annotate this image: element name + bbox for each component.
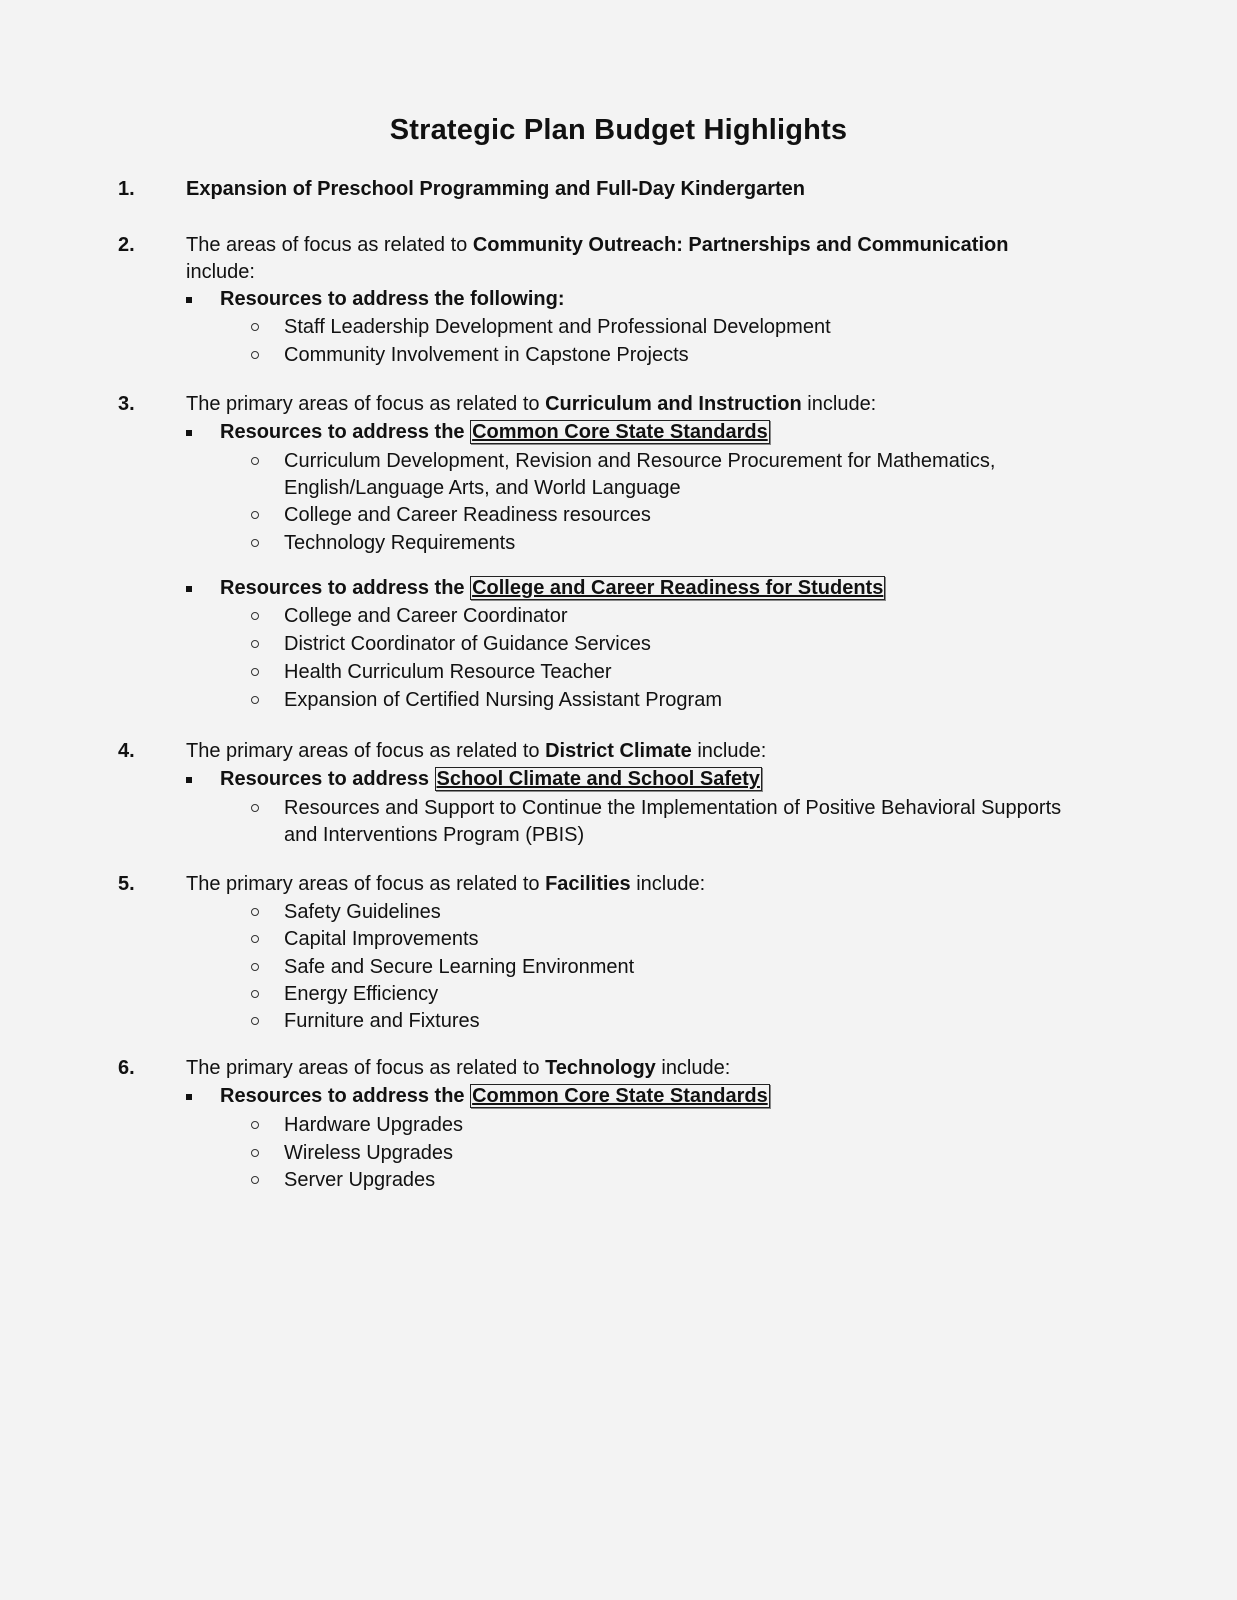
bullet-prefix: Resources to address the bbox=[220, 1085, 471, 1107]
circle-bullet-icon bbox=[251, 323, 259, 331]
intro-suffix: include: bbox=[186, 261, 255, 283]
square-bullet-icon bbox=[186, 586, 192, 592]
bullet-text bbox=[220, 419, 770, 446]
circle-bullet-icon bbox=[251, 1176, 259, 1184]
circle-bullet-icon bbox=[251, 696, 259, 704]
list-item-text: Curriculum Development, Revision and Resource Procurement for Mathematics, English/Language Arts, and World Language bbox=[284, 450, 996, 499]
bullet-text bbox=[220, 766, 762, 793]
circle-bullet-icon bbox=[251, 612, 259, 620]
bullet-text bbox=[220, 1083, 770, 1110]
square-bullet-icon bbox=[186, 1094, 192, 1100]
section-number: 5. bbox=[118, 873, 135, 895]
list-item-text: Furniture and Fixtures bbox=[284, 1010, 480, 1032]
intro-text: The primary areas of focus as related to bbox=[186, 740, 546, 762]
list-item-text: District Coordinator of Guidance Services bbox=[284, 633, 651, 655]
list-item-text: Safety Guidelines bbox=[284, 901, 441, 923]
bullet-text bbox=[220, 575, 885, 602]
section-number: 1. bbox=[118, 178, 135, 200]
circle-bullet-icon bbox=[251, 511, 259, 519]
circle-bullet-icon bbox=[251, 539, 259, 547]
list-item-text: Technology Requirements bbox=[284, 532, 516, 554]
square-bullet-icon bbox=[186, 430, 192, 436]
intro-suffix: include: bbox=[801, 393, 877, 415]
boxed-link: School Climate and School Safety bbox=[436, 768, 760, 790]
list-item-text: College and Career Readiness resources bbox=[284, 504, 651, 526]
list-item-text: Server Upgrades bbox=[284, 1169, 436, 1191]
list-item-text: Resources and Support to Continue the Implementation of Positive Behavioral Supports and Interventions Program (PBIS) bbox=[284, 797, 1062, 846]
circle-bullet-icon bbox=[251, 668, 259, 676]
list-item-text: Community Involvement in Capstone Projects bbox=[284, 344, 689, 366]
square-bullet-icon bbox=[186, 777, 192, 783]
focus-area: District Climate bbox=[545, 740, 692, 762]
section-intro bbox=[186, 391, 1086, 418]
circle-bullet-icon bbox=[251, 935, 259, 943]
boxed-link: Common Core State Standards bbox=[472, 1085, 768, 1107]
section-number: 6. bbox=[118, 1057, 135, 1079]
section-number: 3. bbox=[118, 393, 135, 415]
boxed-link: Common Core State Standards bbox=[472, 421, 768, 443]
section-intro bbox=[186, 871, 1086, 898]
list-item-text: Capital Improvements bbox=[284, 928, 479, 950]
bullet-text: Resources to address the following: bbox=[220, 288, 565, 310]
circle-bullet-icon bbox=[251, 990, 259, 998]
list-item-text: Hardware Upgrades bbox=[284, 1114, 463, 1136]
circle-bullet-icon bbox=[251, 804, 259, 812]
section-intro bbox=[186, 1055, 1086, 1082]
intro-suffix: include: bbox=[655, 1057, 731, 1079]
focus-area: Community Outreach: Partnerships and Communication bbox=[472, 234, 1009, 256]
circle-bullet-icon bbox=[251, 908, 259, 916]
intro-suffix: include: bbox=[630, 873, 706, 895]
focus-area: Technology bbox=[545, 1057, 656, 1079]
section-heading: Expansion of Preschool Programming and Full-Day Kindergarten bbox=[186, 178, 805, 200]
boxed-link: College and Career Readiness for Students bbox=[472, 577, 884, 599]
intro-text: The areas of focus as related to bbox=[186, 234, 473, 256]
circle-bullet-icon bbox=[251, 963, 259, 971]
intro-suffix: include: bbox=[691, 740, 767, 762]
circle-bullet-icon bbox=[251, 1121, 259, 1129]
intro-text: The primary areas of focus as related to bbox=[186, 873, 546, 895]
list-item-text: Safe and Secure Learning Environment bbox=[284, 956, 635, 978]
list-item-text: Health Curriculum Resource Teacher bbox=[284, 661, 612, 683]
square-bullet-icon bbox=[186, 297, 192, 303]
list-item-text: Wireless Upgrades bbox=[284, 1142, 453, 1164]
page-title: Strategic Plan Budget Highlights bbox=[389, 114, 848, 146]
list-item-text: College and Career Coordinator bbox=[284, 605, 568, 627]
circle-bullet-icon bbox=[251, 640, 259, 648]
list-item-text: Energy Efficiency bbox=[284, 983, 439, 1005]
focus-area: Facilities bbox=[545, 873, 631, 895]
section-number: 4. bbox=[118, 740, 135, 762]
section-intro bbox=[186, 738, 1086, 765]
bullet-prefix: Resources to address the bbox=[220, 577, 471, 599]
section-number: 2. bbox=[118, 234, 135, 256]
list-item-text: Expansion of Certified Nursing Assistant Program bbox=[284, 689, 722, 711]
bullet-prefix: Resources to address the bbox=[220, 421, 471, 443]
section-intro bbox=[186, 232, 1026, 286]
list-item-text: Staff Leadership Development and Professional Development bbox=[284, 316, 831, 338]
circle-bullet-icon bbox=[251, 1149, 259, 1157]
intro-text: The primary areas of focus as related to bbox=[186, 1057, 546, 1079]
focus-area: Curriculum and Instruction bbox=[545, 393, 802, 415]
bullet-prefix: Resources to address bbox=[220, 768, 435, 790]
intro-text: The primary areas of focus as related to bbox=[186, 393, 546, 415]
circle-bullet-icon bbox=[251, 351, 259, 359]
circle-bullet-icon bbox=[251, 1017, 259, 1025]
circle-bullet-icon bbox=[251, 457, 259, 465]
